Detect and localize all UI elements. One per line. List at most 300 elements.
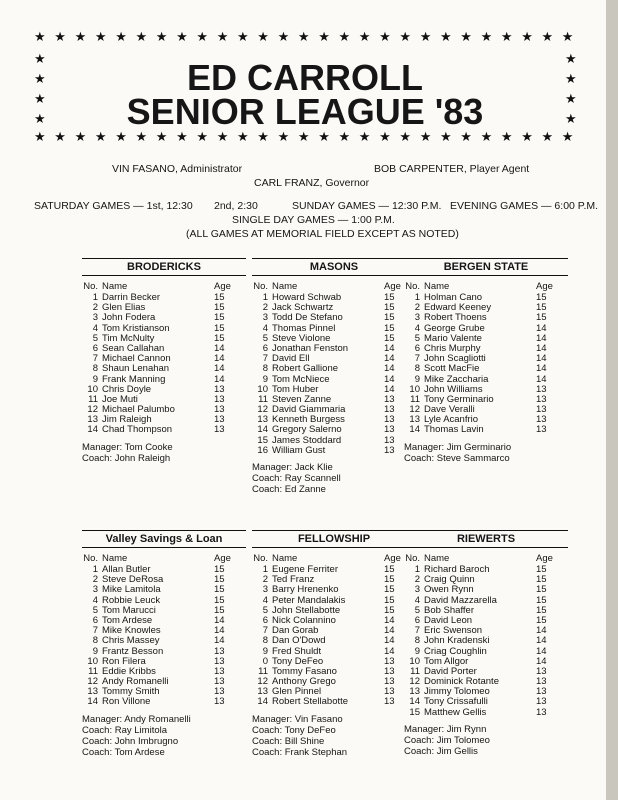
player-age: 14	[214, 614, 225, 626]
star-icon: ★	[419, 129, 432, 144]
player-number: 3	[414, 312, 420, 324]
team-block	[404, 258, 568, 464]
player-name: Matthew Gellis	[424, 707, 487, 718]
staff-line: Coach: Ray Scannell	[252, 473, 341, 484]
player-number: 15	[409, 706, 420, 718]
star-icon: ★	[216, 29, 229, 44]
player-number: 7	[262, 353, 268, 365]
player-name: Jim Raleigh	[102, 415, 152, 426]
player-number: 11	[410, 393, 420, 405]
player-name: Glen Elias	[102, 303, 146, 314]
star-icon: ★	[54, 29, 66, 44]
player-number: 2	[262, 574, 268, 586]
player-number: 8	[92, 635, 98, 647]
col-age-label: Age	[536, 281, 553, 292]
player-name: Richard Baroch	[424, 565, 490, 575]
team-name: FELLOWSHIP	[252, 530, 416, 548]
col-no-label: No.	[253, 281, 268, 292]
player-age: 15	[214, 322, 225, 334]
player-name: William Gust	[272, 445, 326, 456]
star-icon: ★	[196, 29, 209, 44]
player-age: 14	[536, 342, 547, 354]
player-age: 15	[536, 594, 547, 606]
player-name: Edward Keeney	[424, 303, 492, 314]
player-number: 3	[92, 584, 98, 596]
star-icon: ★	[480, 129, 493, 144]
player-age: 15	[536, 584, 547, 596]
player-age: 15	[536, 614, 547, 626]
player-number: 2	[92, 574, 98, 586]
player-number: 9	[92, 645, 98, 657]
player-age: 14	[384, 342, 395, 354]
staff-line: Manager: Jack Klie	[252, 462, 333, 473]
player-number: 13	[257, 414, 268, 426]
staff-line: Coach: Frank Stephan	[252, 746, 348, 758]
player-name: Glen Pinnel	[272, 687, 322, 698]
player-number: 6	[414, 342, 420, 354]
player-row	[82, 636, 246, 646]
player-number: 7	[414, 353, 420, 365]
staff-line: Coach: Bill Shine	[252, 735, 325, 747]
player-number: 11	[258, 665, 268, 677]
player-name: Ron Villone	[102, 697, 151, 708]
col-name-label: Name	[102, 553, 128, 564]
player-age: 15	[214, 292, 225, 303]
player-age: 15	[384, 604, 395, 616]
player-number: 13	[87, 686, 98, 698]
staff-line: Coach: Ray Limitola	[82, 724, 168, 736]
player-age: 13	[214, 404, 225, 416]
player-age: 15	[384, 574, 395, 586]
player-row	[404, 425, 568, 435]
player-age: 15	[214, 564, 225, 575]
player-age: 13	[214, 655, 225, 667]
saturday-games-text: SATURDAY GAMES — 1st, 12:30	[34, 200, 193, 212]
player-number: 14	[87, 424, 98, 436]
star-icon: ★	[565, 51, 577, 66]
player-name: James Stoddard	[272, 435, 342, 446]
player-number: 12	[409, 676, 420, 688]
player-name: Chris Murphy	[424, 343, 481, 354]
star-icon: ★	[257, 129, 269, 144]
player-age: 13	[536, 686, 547, 698]
player-age: 15	[214, 574, 225, 586]
star-icon: ★	[440, 29, 452, 44]
player-name: Joe Muti	[102, 394, 138, 405]
player-name: Steve Violone	[272, 333, 331, 344]
player-number: 4	[262, 322, 268, 334]
player-age: 13	[536, 665, 547, 677]
player-name: Steve DeRosa	[102, 575, 164, 586]
player-name: Dan Gorab	[272, 626, 319, 637]
player-name: Sean Callahan	[102, 343, 165, 354]
star-icon: ★	[34, 29, 46, 44]
player-name: John Stellabotte	[272, 605, 341, 616]
star-icon: ★	[135, 29, 148, 44]
player-age: 15	[384, 302, 395, 314]
player-number: 4	[414, 594, 420, 606]
player-age: 13	[384, 686, 395, 698]
player-age: 13	[536, 706, 547, 718]
player-age: 13	[384, 676, 395, 688]
player-age: 14	[384, 373, 395, 385]
star-icon: ★	[237, 29, 249, 44]
star-icon: ★	[541, 29, 554, 44]
player-age: 13	[214, 424, 225, 436]
administrator-text: VIN FASANO, Administrator	[112, 163, 243, 175]
player-number: 9	[92, 373, 98, 385]
player-number: 6	[262, 342, 268, 354]
venue-note-text: (ALL GAMES AT MEMORIAL FIELD EXCEPT AS NOTED)	[186, 228, 459, 240]
player-name: Steven Zanne	[272, 394, 332, 405]
player-age: 13	[384, 393, 395, 405]
player-number: 10	[87, 383, 98, 395]
player-age: 14	[384, 614, 395, 626]
player-age: 13	[214, 393, 225, 405]
player-age: 15	[536, 312, 547, 324]
star-icon: ★	[358, 29, 371, 44]
col-age-label: Age	[214, 281, 231, 292]
player-age: 14	[536, 332, 547, 344]
player-number: 7	[414, 625, 420, 637]
player-number: 11	[258, 393, 268, 405]
player-age: 13	[536, 696, 547, 708]
player-name: David Leon	[424, 615, 473, 626]
star-icon: ★	[419, 29, 432, 44]
player-name: Chris Doyle	[102, 384, 152, 395]
player-number: 12	[87, 676, 98, 688]
player-age: 13	[536, 393, 547, 405]
star-icon: ★	[34, 71, 46, 86]
player-number: 4	[92, 594, 98, 606]
col-age-label: Age	[384, 281, 401, 292]
player-age: 15	[214, 584, 225, 596]
player-name: Thomas Pinnel	[272, 323, 336, 334]
player-age: 15	[384, 564, 395, 575]
star-icon: ★	[338, 129, 351, 144]
player-number: 12	[257, 676, 268, 688]
star-icon: ★	[237, 129, 249, 144]
player-name: Scott MacFie	[424, 364, 480, 375]
star-icon: ★	[297, 29, 310, 44]
player-number: 10	[87, 655, 98, 667]
player-age: 15	[536, 574, 547, 586]
staff-line: Coach: Ed Zanne	[252, 484, 326, 495]
star-icon: ★	[115, 29, 127, 44]
star-icon: ★	[115, 129, 127, 144]
player-name: Tom Kristianson	[102, 323, 170, 334]
player-row	[82, 697, 246, 707]
player-age: 13	[536, 414, 547, 426]
player-number: 15	[257, 434, 268, 446]
player-age: 15	[384, 332, 395, 344]
player-name: Lyle Acanfrio	[424, 415, 479, 426]
player-number: 3	[92, 312, 98, 324]
player-name: Eric Swenson	[424, 626, 483, 637]
player-age: 15	[384, 322, 395, 334]
player-name: Dominick Rotante	[424, 677, 499, 688]
player-age: 13	[384, 696, 395, 708]
staff-line: Coach: Steve Sammarco	[404, 452, 510, 464]
player-name: Anthony Grego	[272, 677, 336, 688]
player-name: Tony Germinario	[424, 394, 494, 405]
star-icon: ★	[440, 129, 452, 144]
star-icon: ★	[399, 129, 412, 144]
player-name: Robbie Leuck	[102, 595, 161, 606]
player-name: Chad Thompson	[102, 425, 173, 436]
star-icon: ★	[399, 29, 412, 44]
player-age: 14	[214, 373, 225, 385]
player-number: 5	[262, 332, 268, 344]
star-icon: ★	[277, 29, 290, 44]
player-age: 13	[214, 383, 225, 395]
player-age: 14	[384, 635, 395, 647]
player-name: Tommy Smith	[102, 687, 160, 698]
player-age: 15	[536, 564, 547, 575]
col-name-label: Name	[272, 281, 298, 292]
player-name: Jimmy Tolomeo	[424, 687, 490, 698]
player-name: John Williams	[424, 384, 483, 395]
player-number: 0	[262, 655, 268, 667]
star-icon: ★	[34, 91, 46, 106]
player-number: 2	[414, 574, 420, 586]
player-number: 6	[262, 614, 268, 626]
player-number: 12	[87, 404, 98, 416]
player-name: Mike Zaccharia	[424, 374, 489, 385]
player-age: 14	[384, 383, 395, 395]
player-age: 13	[214, 696, 225, 708]
star-icon: ★	[257, 29, 269, 44]
player-number: 7	[92, 625, 98, 637]
star-icon: ★	[176, 29, 188, 44]
player-number: 10	[409, 383, 420, 395]
col-age-label: Age	[214, 553, 231, 564]
player-number: 1	[92, 292, 98, 303]
player-age: 13	[384, 414, 395, 426]
player-name: George Grube	[424, 323, 485, 334]
col-name-label: Name	[272, 553, 298, 564]
player-name: David Giammaria	[272, 405, 346, 416]
player-name: David Ell	[272, 354, 310, 365]
single-day-games-text: SINGLE DAY GAMES — 1:00 P.M.	[232, 214, 395, 226]
player-number: 9	[414, 645, 420, 657]
player-name: Nick Colannino	[272, 615, 336, 626]
player-name: Frantz Besson	[102, 646, 164, 657]
player-number: 5	[262, 604, 268, 616]
player-number: 7	[262, 625, 268, 637]
player-row	[252, 636, 416, 646]
player-row	[252, 697, 416, 707]
player-name: Owen Rynn	[424, 585, 474, 596]
star-icon: ★	[318, 129, 330, 144]
star-icon: ★	[34, 111, 46, 126]
player-age: 13	[536, 424, 547, 436]
team-name: BRODERICKS	[82, 258, 246, 276]
player-name: Tom Ardese	[102, 615, 153, 626]
staff-line: Manager: Tom Cooke	[82, 441, 173, 453]
player-age: 14	[214, 353, 225, 365]
player-age: 15	[384, 292, 395, 303]
star-icon: ★	[155, 129, 168, 144]
player-name: David Mazzarella	[424, 595, 497, 606]
player-age: 14	[536, 322, 547, 334]
player-age: 14	[214, 635, 225, 647]
player-number: 5	[414, 332, 420, 344]
star-icon: ★	[34, 51, 46, 66]
player-row	[252, 364, 416, 374]
team-name: RIEWERTS	[404, 530, 568, 548]
player-row	[82, 425, 246, 435]
player-age: 13	[214, 676, 225, 688]
player-age: 15	[214, 302, 225, 314]
player-age: 14	[536, 363, 547, 375]
col-name-label: Name	[102, 281, 128, 292]
player-number: 14	[87, 696, 98, 708]
player-number: 10	[409, 655, 420, 667]
player-age: 14	[384, 353, 395, 365]
player-row	[404, 636, 568, 646]
player-number: 4	[262, 594, 268, 606]
player-number: 16	[257, 444, 268, 456]
player-name: Tom McNiece	[272, 374, 330, 385]
player-number: 8	[92, 363, 98, 375]
player-name: Robert Gallione	[272, 364, 339, 375]
star-icon: ★	[277, 129, 290, 144]
player-agent-text: BOB CARPENTER, Player Agent	[374, 163, 530, 175]
player-number: 4	[414, 322, 420, 334]
player-name: Robert Stellabotte	[272, 697, 349, 708]
star-icon: ★	[34, 129, 46, 144]
team-block	[252, 258, 416, 495]
player-name: Howard Schwab	[272, 293, 342, 303]
player-age: 13	[536, 404, 547, 416]
team-block	[82, 258, 246, 464]
player-age: 14	[384, 645, 395, 657]
star-icon: ★	[338, 29, 351, 44]
star-icon: ★	[565, 71, 577, 86]
player-name: Tommy Fasano	[272, 666, 337, 677]
player-number: 9	[414, 373, 420, 385]
player-number: 11	[410, 665, 420, 677]
player-age: 13	[384, 404, 395, 416]
player-name: Kenneth Burgess	[272, 415, 345, 426]
col-no-label: No.	[405, 281, 420, 292]
player-number: 11	[88, 393, 98, 405]
staff-line: Coach: John Raleigh	[82, 452, 171, 464]
player-name: David Porter	[424, 666, 477, 677]
star-icon: ★	[500, 29, 513, 44]
player-name: Mike Lamitola	[102, 585, 161, 596]
player-number: 2	[414, 302, 420, 314]
player-age: 15	[536, 292, 547, 303]
player-number: 5	[92, 332, 98, 344]
player-age: 15	[214, 604, 225, 616]
player-number: 13	[257, 686, 268, 698]
player-name: Peter Mandalakis	[272, 595, 346, 606]
player-row	[252, 446, 416, 456]
player-age: 14	[536, 625, 547, 637]
player-age: 14	[536, 353, 547, 365]
player-name: Mike Knowles	[102, 626, 161, 637]
col-name-label: Name	[424, 553, 450, 564]
player-age: 13	[214, 645, 225, 657]
player-name: Chris Massey	[102, 636, 160, 647]
star-icon: ★	[297, 129, 310, 144]
player-age: 14	[536, 373, 547, 385]
star-icon: ★	[565, 91, 577, 106]
player-name: Tom Huber	[272, 384, 319, 395]
player-age: 13	[536, 383, 547, 395]
player-name: Tom Allgor	[424, 656, 469, 667]
player-age: 13	[214, 665, 225, 677]
player-age: 15	[384, 312, 395, 324]
player-age: 14	[214, 625, 225, 637]
col-name-label: Name	[424, 281, 450, 292]
title-line-1: ED CARROLL	[187, 57, 423, 98]
player-name: Eugene Ferriter	[272, 565, 339, 575]
player-name: Ron Filera	[102, 656, 146, 667]
player-name: Todd De Stefano	[272, 313, 343, 324]
player-number: 12	[409, 404, 420, 416]
team-name: BERGEN STATE	[404, 258, 568, 276]
governor-text: CARL FRANZ, Governor	[254, 177, 370, 189]
star-icon: ★	[379, 29, 391, 44]
staff-line: Manager: Jim Rynn	[404, 723, 487, 735]
player-number: 5	[414, 604, 420, 616]
player-name: Michael Palumbo	[102, 405, 175, 416]
player-number: 7	[92, 353, 98, 365]
star-icon: ★	[155, 29, 168, 44]
player-number: 8	[262, 635, 268, 647]
col-no-label: No.	[83, 281, 98, 292]
col-no-label: No.	[253, 553, 268, 564]
player-name: Thomas Lavin	[424, 425, 484, 436]
player-name: John Fodera	[102, 313, 156, 324]
player-number: 1	[92, 564, 98, 575]
star-icon: ★	[74, 129, 87, 144]
star-icon: ★	[74, 29, 87, 44]
player-number: 14	[409, 424, 420, 436]
star-icon: ★	[358, 129, 371, 144]
player-number: 13	[409, 686, 420, 698]
title-line-2: SENIOR LEAGUE '83	[126, 91, 484, 132]
star-icon: ★	[94, 29, 107, 44]
staff-line: Coach: Jim Tolomeo	[404, 734, 490, 746]
player-name: Eddie Kribbs	[102, 666, 156, 677]
star-icon: ★	[216, 129, 229, 144]
player-age: 13	[214, 686, 225, 698]
player-name: Fred Shuldt	[272, 646, 322, 657]
player-age: 13	[384, 665, 395, 677]
player-name: Barry Hrenenko	[272, 585, 339, 596]
star-icon: ★	[318, 29, 330, 44]
team-name: MASONS	[252, 258, 416, 276]
team-name: Valley Savings & Loan	[82, 530, 246, 548]
star-icon: ★	[379, 129, 391, 144]
player-age: 14	[536, 635, 547, 647]
player-name: Shaun Lenahan	[102, 364, 170, 375]
player-number: 11	[88, 665, 98, 677]
player-number: 9	[262, 645, 268, 657]
player-name: Ted Franz	[272, 575, 315, 586]
player-age: 14	[536, 645, 547, 657]
player-number: 8	[262, 363, 268, 375]
star-icon: ★	[561, 129, 574, 144]
saturday-second-game-text: 2nd, 2:30	[214, 200, 258, 212]
player-number: 1	[262, 292, 268, 303]
player-number: 6	[414, 614, 420, 626]
evening-games-text: EVENING GAMES — 6:00 P.M.	[450, 200, 599, 212]
